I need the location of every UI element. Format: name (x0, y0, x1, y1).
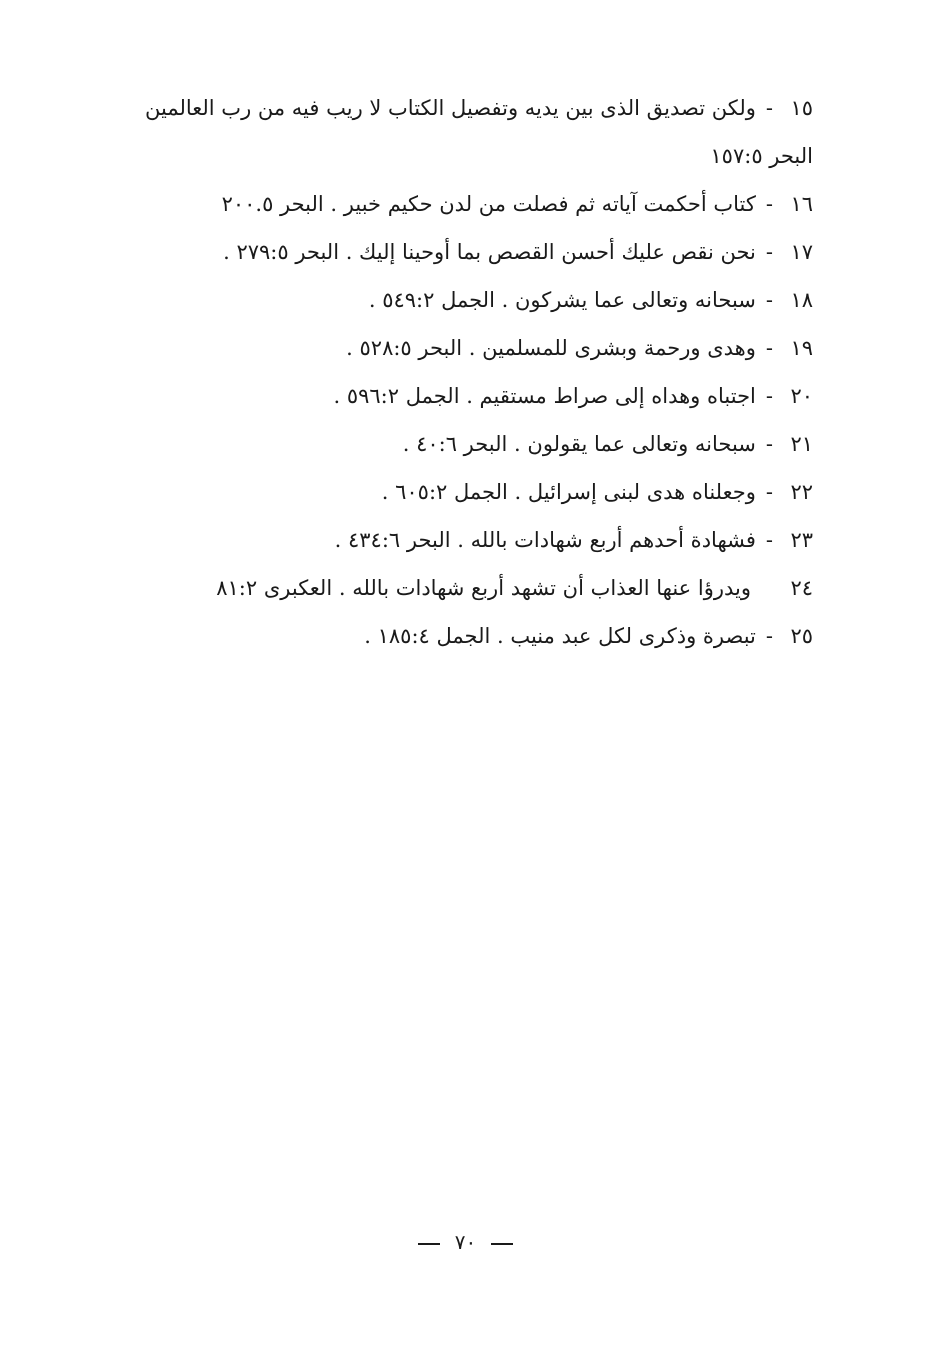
footnote-number: ١٥ (790, 96, 813, 120)
footnote-text: وجعلناه هدى لبنى إسرائيل . الجمل ٦٠٥:٢ . (381, 480, 756, 504)
footnote-line (73, 612, 813, 660)
footnote-line (73, 468, 813, 516)
footnote-number: ١٦ (790, 192, 813, 216)
footnote-text: وهدى ورحمة وبشرى للمسلمين . البحر ٥٢٨:٥ . (346, 336, 756, 360)
footnote-number: ١٨ (790, 288, 813, 312)
footnote-dash: - (765, 240, 773, 264)
footnote-text: كتاب أحكمت آياته ثم فصلت من لدن حكيم خبير . البحر ٢٠٠.٥ (221, 192, 756, 216)
footnote-dash: - (765, 624, 773, 648)
footnote-text: فشهادة أحدهم أربع شهادات بالله . البحر ٤٣٤:٦ . (334, 528, 756, 552)
footnote-text: سبحانه وتعالى عما يشركون . الجمل ٥٤٩:٢ . (368, 288, 756, 312)
footnote-dash: - (765, 288, 773, 312)
footnote-dash: - (765, 432, 773, 456)
footnote-list (73, 84, 813, 660)
footnote-line-continuation (73, 132, 813, 180)
footnote-text: ولكن تصديق الذى بين يديه وتفصيل الكتاب لا ريب فيه من رب العالمين (145, 96, 756, 120)
page-footer (0, 1230, 931, 1254)
footnote-number: ١٩ (790, 336, 813, 360)
footnote-line (73, 324, 813, 372)
footer-rule-right (491, 1243, 513, 1245)
footnote-number: ٢٣ (790, 528, 813, 552)
footnote-text: نحن نقص عليك أحسن القصص بما أوحينا إليك . البحر ٢٧٩:٥ . (223, 240, 756, 264)
footnote-text: اجتباه وهداه إلى صراط مستقيم . الجمل ٥٩٦:٢ . (333, 384, 756, 408)
footnote-text: تبصرة وذكرى لكل عبد منيب . الجمل ١٨٥:٤ . (364, 624, 756, 648)
footnote-line (73, 564, 813, 612)
footnote-dash: - (765, 480, 773, 504)
page-number: ٧٠ (454, 1230, 477, 1254)
footnote-line (73, 180, 813, 228)
footnote-line (73, 516, 813, 564)
footnote-line (73, 420, 813, 468)
footnote-dash: - (765, 336, 773, 360)
footnote-text: سبحانه وتعالى عما يقولون . البحر ٤٠:٦ . (402, 432, 756, 456)
footnote-number: ٢١ (790, 432, 813, 456)
footer-rule-left (418, 1243, 440, 1245)
footnote-number: ٢٠ (790, 384, 813, 408)
footnote-text: ويدرؤا عنها العذاب أن تشهد أربع شهادات بالله . العكبرى ٨١:٢ (216, 576, 751, 600)
footnote-dash: - (765, 528, 773, 552)
footnote-line (73, 228, 813, 276)
footnote-dash: - (765, 384, 773, 408)
footnote-dash: - (765, 192, 773, 216)
footnote-number: ٢٢ (790, 480, 813, 504)
footnote-number: ٢٥ (790, 624, 813, 648)
footnote-dash: - (765, 96, 773, 120)
footnote-text: البحر ١٥٧:٥ (710, 144, 813, 168)
footnote-number: ٢٤ (790, 576, 813, 600)
footnote-number: ١٧ (790, 240, 813, 264)
footnote-line (73, 372, 813, 420)
footnote-line (73, 84, 813, 132)
footnote-line (73, 276, 813, 324)
